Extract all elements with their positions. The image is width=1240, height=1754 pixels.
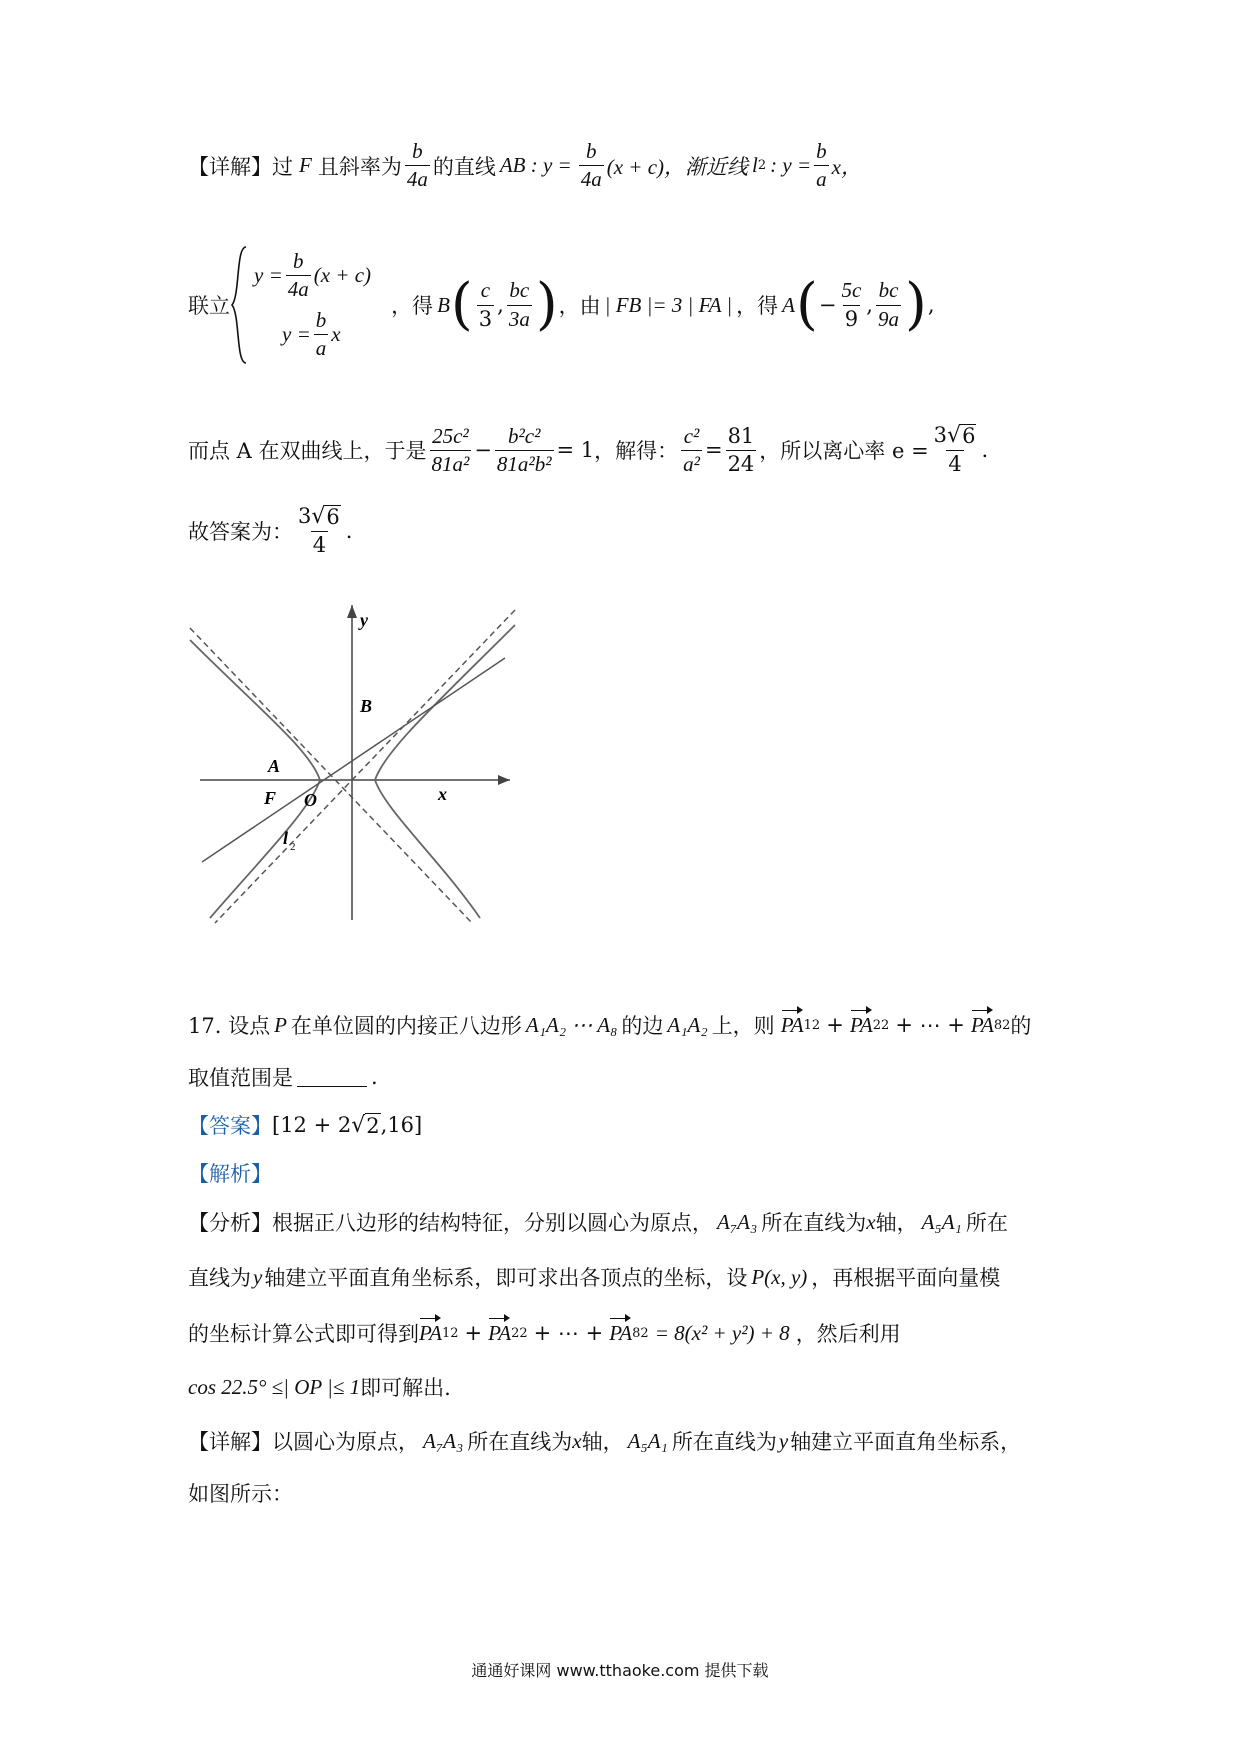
neg: − (818, 293, 837, 317)
text: 即可解出. (360, 1376, 451, 1400)
den: a (816, 167, 827, 192)
v: PA (419, 1320, 442, 1345)
den: 81a² (431, 451, 470, 476)
fenxi-line-4 (188, 1372, 451, 1402)
sub: 1 (441, 1325, 451, 1341)
answer-frac (296, 505, 343, 557)
point-p: P (274, 1012, 287, 1037)
text: 以圆心为原点， (272, 1430, 419, 1454)
f-label: F (264, 788, 277, 808)
den: 4 (312, 533, 327, 558)
num: b (585, 139, 597, 163)
frac-3 (681, 425, 702, 476)
text: : y = (770, 153, 812, 178)
analysis-label: 【解析】 (188, 1162, 272, 1186)
a-y (876, 279, 901, 330)
a7a3: A₇A₃ (717, 1209, 758, 1234)
fenxi-line-3 (188, 1318, 901, 1348)
xiangjie-label: 【详解】 (188, 1430, 272, 1454)
v: PA (488, 1320, 512, 1345)
num: b²c² (508, 423, 541, 448)
equation-system (230, 245, 371, 365)
sup: 2 (519, 1325, 528, 1341)
text: ，再根据平面向量模 (811, 1266, 1001, 1290)
o-label: O (304, 790, 317, 810)
y-label: y (360, 610, 368, 630)
xiangjie-line-2 (188, 1478, 293, 1508)
text: ，然后利用 (795, 1322, 901, 1346)
edge: A₁A₂ (667, 1012, 708, 1037)
point-p: P(x, y) (751, 1264, 808, 1289)
x: x (866, 1209, 876, 1234)
sub: 8 (993, 1017, 1003, 1033)
dots: + ⋯ + (895, 1013, 965, 1037)
xiangjie-line-1 (188, 1426, 1021, 1456)
frac-2 (495, 425, 554, 476)
num: bc (878, 278, 899, 303)
text: 轴， (581, 1430, 624, 1454)
text: 轴， (875, 1211, 918, 1235)
sqrt-icon: √ (351, 1112, 366, 1138)
den: 9a (877, 306, 899, 331)
b-x (477, 279, 494, 330)
sqrt-icon: √ (311, 504, 326, 529)
eq1-frac (286, 250, 311, 301)
frac-1 (430, 425, 472, 476)
den: 3 (478, 306, 493, 331)
text: 所在直线为 (761, 1211, 867, 1235)
num: 81 (727, 423, 755, 448)
text: 而点 A 在双曲线上，于是 (188, 439, 427, 464)
vector-pa2 (850, 1013, 873, 1038)
text: [12 + 2 (272, 1113, 352, 1137)
coef: 3 (933, 423, 948, 447)
text: 轴建立平面直角坐标系，即可求出各顶点的坐标，设 (264, 1266, 748, 1290)
answer-row (188, 1110, 422, 1140)
den: a (315, 336, 327, 361)
den: a² (683, 451, 700, 476)
plus: + (826, 1013, 844, 1037)
radicand: 6 (962, 424, 976, 448)
vector-pa8 (609, 1321, 632, 1346)
inequality: cos 22.5° ≤| OP |≤ 1 (188, 1374, 361, 1399)
num: b (816, 139, 827, 163)
analysis-row (188, 1158, 272, 1188)
a-label: A (268, 756, 281, 776)
eq: = (704, 438, 723, 463)
text: ,16] (380, 1113, 423, 1137)
paren: ) (904, 272, 927, 337)
text: 17. 设点 (188, 1014, 271, 1038)
text: y = (254, 262, 283, 287)
num: c² (683, 423, 700, 448)
den: 9 (844, 306, 859, 331)
num: 25c² (432, 423, 469, 448)
octagon: A₁A₂ ⋯ A₈ (525, 1012, 618, 1037)
text: 故答案为： (188, 520, 293, 545)
num: bc (509, 278, 530, 303)
text: 所在 (965, 1211, 1008, 1235)
text: . (981, 438, 989, 463)
radicand: 6 (326, 505, 340, 529)
y: y (778, 1428, 789, 1453)
answer-line (188, 505, 352, 557)
text: 直线为 (188, 1266, 251, 1290)
num: c (480, 278, 491, 303)
num (296, 505, 343, 531)
v: PA (970, 1012, 994, 1037)
text: 在单位圆的内接正八边形 (290, 1014, 522, 1038)
den: 4a (580, 167, 602, 192)
text: 根据正八边形的结构特征，分别以圆心为原点， (272, 1211, 713, 1235)
den: 4a (406, 167, 428, 192)
equation-1 (254, 250, 371, 301)
sqrt-icon: √ (947, 423, 962, 448)
y: y (253, 1264, 263, 1289)
den: 4 (948, 452, 962, 477)
x-label: x (438, 784, 447, 804)
text: . (371, 1065, 378, 1089)
slope-fraction (405, 140, 430, 191)
text: 的直线 (432, 154, 496, 179)
slope-fraction-2 (579, 140, 604, 191)
frac-4 (726, 425, 757, 476)
coef: 3 (298, 504, 312, 528)
point-f: F (299, 153, 312, 178)
y-arrow-icon (347, 605, 357, 618)
paren: ) (535, 272, 558, 337)
den: 4a (287, 276, 309, 301)
equation-2 (282, 309, 371, 360)
l2-label: l (283, 828, 289, 848)
detail-line-2: 联立 y = $\frac{b}{4a}$ (x + c) y = $\frac{b}{a}$ x ，得 B ( $\frac{c}{3}$ , $\frac{bc}{3a}$ ) ，由 | FB |= 3 | FA | ，得 A ( − $\frac{5c}{9}$ , $\frac{bc}{9a}$ ) , (188, 245, 935, 365)
b-label: B (360, 696, 373, 716)
detail-label: 【详解】 (188, 154, 272, 179)
sub: 8 (632, 1325, 641, 1341)
den: 81a²b² (496, 451, 552, 476)
l2: l (752, 153, 758, 178)
sup: 2 (1002, 1017, 1011, 1033)
v: PA (609, 1320, 633, 1345)
text: , (927, 293, 935, 317)
text: 联立 (188, 294, 230, 318)
hyperbola-figure (180, 600, 520, 930)
text: x (331, 322, 341, 347)
vector-pa1 (419, 1321, 442, 1346)
text: 如图所示： (188, 1482, 293, 1506)
text: ，由 (558, 294, 601, 318)
num (932, 424, 979, 450)
sqrt (351, 1113, 380, 1138)
eq: = 1 (556, 438, 595, 463)
eq2-frac (314, 309, 329, 360)
paren: ( (796, 272, 818, 337)
condition: | FB |= 3 | FA | (604, 292, 733, 317)
l2-sub: 2 (757, 158, 767, 174)
sub: 2 (872, 1017, 882, 1033)
text: ，得 (391, 294, 434, 318)
sup: 2 (811, 1017, 821, 1033)
fenxi-label: 【分析】 (188, 1211, 272, 1235)
q17-line-2 (188, 1062, 378, 1092)
asymptote-l2 (215, 610, 515, 923)
num: b (293, 248, 304, 273)
plus: + (464, 1321, 483, 1345)
sub: 1 (803, 1017, 812, 1033)
a7a3: A₇A₃ (423, 1428, 464, 1453)
num: 5c (841, 278, 862, 303)
sup: 2 (640, 1325, 649, 1341)
l2-sub: 2 (290, 841, 296, 853)
point-a: A (782, 292, 795, 317)
den: 24 (727, 451, 755, 476)
text: ，所以离心率 e = (759, 439, 929, 464)
text: (x + c)，渐近线 (606, 154, 749, 179)
right-branch (375, 625, 515, 918)
text: 的边 (621, 1014, 664, 1038)
text: 所在直线为 (467, 1430, 573, 1454)
text: y = (282, 322, 311, 347)
q17-line-1 (188, 1010, 1031, 1040)
brace-icon (230, 245, 248, 365)
radicand: 2 (366, 1113, 380, 1138)
text: 的坐标计算公式即可得到 (188, 1322, 419, 1346)
num: b (412, 139, 423, 163)
vector-pa1 (781, 1013, 804, 1038)
v: PA (780, 1012, 804, 1037)
fenxi-line-1 (188, 1207, 1008, 1237)
x-arrow-icon (498, 775, 510, 785)
text: (x + c) (313, 262, 372, 287)
v: PA (849, 1012, 873, 1037)
text: ，解得： (594, 439, 679, 464)
text: 过 (272, 154, 293, 179)
num: b (315, 308, 327, 332)
a5a1: A₅A₁ (627, 1428, 668, 1453)
minus: − (474, 438, 492, 463)
rhs: = 8(x² + y²) + 8 (654, 1320, 790, 1345)
text: ，得 (736, 294, 779, 318)
left-branch (190, 640, 320, 918)
vector-pa2 (488, 1321, 511, 1346)
vector-pa8 (971, 1013, 994, 1038)
x: x (572, 1428, 582, 1453)
footer: 通通好课网 www.tthaoke.com 提供下载 (471, 1661, 769, 1680)
answer-label: 【答案】 (188, 1114, 272, 1138)
detail-line-1 (188, 140, 862, 191)
asym-fraction (814, 140, 829, 191)
den: 3a (508, 306, 530, 331)
text: 的 (1010, 1014, 1032, 1038)
text: 上，则 (711, 1014, 775, 1038)
sub: 2 (511, 1325, 520, 1341)
point-b: B (437, 292, 450, 317)
text: x， (831, 154, 862, 179)
text: 轴建立平面直角坐标系， (790, 1430, 1022, 1454)
a5a1: A₅A₁ (921, 1209, 962, 1234)
a-x (839, 279, 863, 330)
sup: 2 (881, 1017, 890, 1033)
dots: + ⋯ + (533, 1321, 604, 1345)
text: . (345, 519, 353, 544)
text: 所在直线为 (671, 1430, 777, 1454)
e-frac (932, 424, 979, 476)
paren: ( (450, 272, 473, 337)
detail-line-3 (188, 424, 988, 476)
sup: 2 (450, 1325, 459, 1341)
text: 取值范围是 (188, 1066, 293, 1090)
answer-blank (297, 1068, 367, 1087)
b-y (507, 279, 532, 330)
text: 且斜率为 (317, 154, 402, 179)
fenxi-line-2 (188, 1262, 1000, 1292)
line-ab: AB : y = (499, 153, 572, 178)
